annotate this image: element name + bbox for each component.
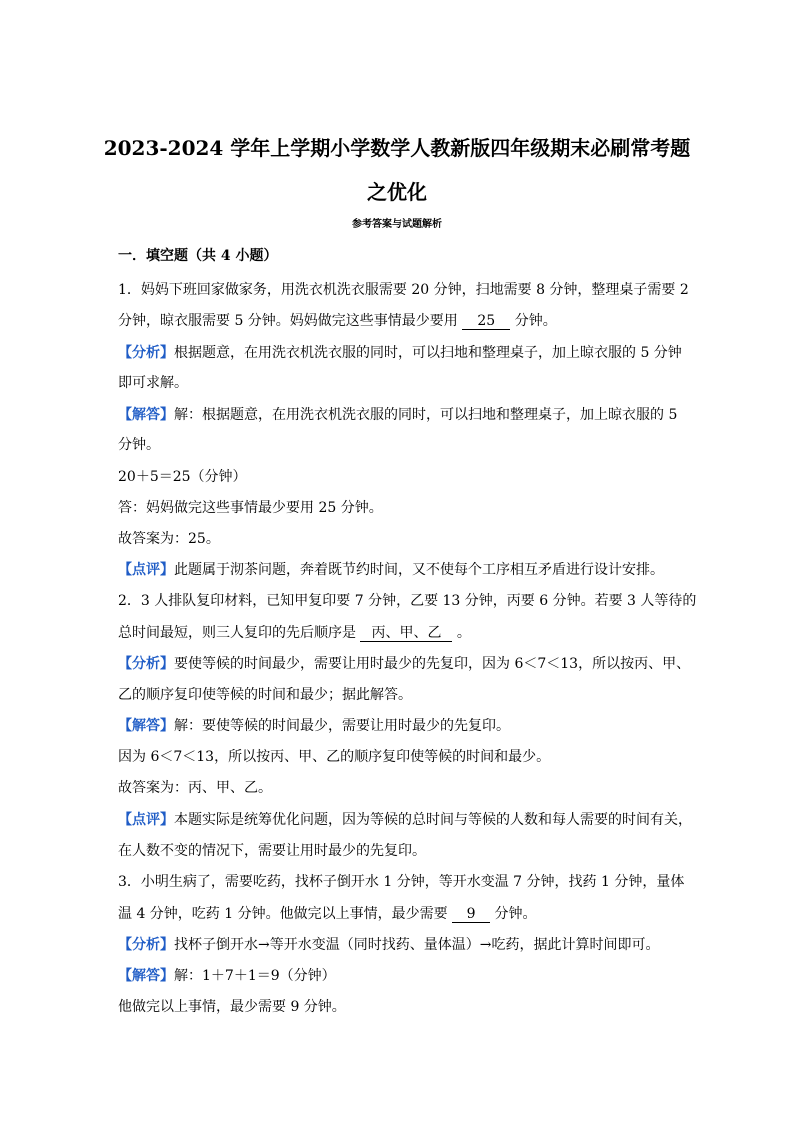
q3-stem-text: 温 4 分钟，吃药 1 分钟。他做完以上事情，最少需要	[118, 906, 448, 922]
q1-final-answer: 故答案为：25。	[118, 531, 220, 547]
q2-comment-text: 本题实际是统筹优化问题，因为等候的总时间与等候的人数和每人需要的时间有关，	[174, 812, 692, 828]
q2-solution-line-1	[118, 716, 678, 736]
page-title-line-2: 之优化	[367, 180, 427, 204]
solution-tag: 【解答】	[118, 968, 174, 984]
solution-tag: 【解答】	[118, 407, 174, 423]
q2-solution-line-2: 因为 6＜7＜13，所以按丙、甲、乙的顺序复印使等候的时间和最少。	[118, 749, 551, 765]
q2-final-answer: 故答案为：丙、甲、乙。	[118, 780, 272, 796]
analysis-tag: 【分析】	[118, 656, 174, 672]
q1-analysis-line-1	[118, 343, 682, 363]
q1-analysis-line-2: 即可求解。	[118, 375, 188, 391]
q1-answer-sentence: 答：妈妈做完这些事情最少要用 25 分钟。	[118, 500, 383, 516]
q1-answer-blank: 25	[462, 313, 510, 330]
q3-stem-line-1: 3．小明生病了，需要吃药，找杯子倒开水 1 分钟，等开水变温 7 分钟，找药 1 分钟，量体	[118, 874, 685, 890]
q3-analysis-text: 找杯子倒开水→等开水变温（同时找药、量体温）→吃药，据此计算时间即可。	[174, 937, 660, 953]
q1-stem-text: 分钟，晾衣服需要 5 分钟。妈妈做完这些事情最少要用	[118, 313, 458, 329]
q2-stem-line-1: 2．3 人排队复印材料，已知甲复印要 7 分钟，乙要 13 分钟，丙要 6 分钟。若要 3 人等待的	[118, 593, 697, 609]
q3-stem-line-2	[118, 904, 678, 924]
q1-stem-line-2	[118, 311, 678, 331]
q1-solution-line-1	[118, 405, 678, 425]
q2-comment-line-1	[118, 810, 692, 830]
comment-tag: 【点评】	[118, 812, 174, 828]
q3-answer-blank: 9	[452, 906, 490, 923]
q2-stem-suffix: 。	[456, 625, 471, 641]
q3-analysis-line-1	[118, 935, 678, 955]
q1-solution-line-2: 分钟。	[118, 437, 160, 453]
q1-stem-suffix: 分钟。	[514, 313, 557, 329]
page-subtitle: 参考答案与试题解析	[352, 219, 442, 230]
q2-comment-line-2: 在人数不变的情况下，需要让用时最少的先复印。	[118, 843, 426, 859]
analysis-tag: 【分析】	[118, 937, 174, 953]
q1-analysis-text: 根据题意，在用洗衣机洗衣服的同时，可以扫地和整理桌子，加上晾衣服的 5 分钟	[174, 345, 682, 361]
q3-solution-line-1	[118, 966, 678, 986]
section-heading: 一．填空题（共 4 小题）	[118, 248, 278, 264]
q2-analysis-text: 要使等候的时间最少，需要让用时最少的先复印，因为 6＜7＜13，所以按丙、甲、	[174, 656, 691, 672]
q1-stem-line-1: 1．妈妈下班回家做家务，用洗衣机洗衣服需要 20 分钟，扫地需要 8 分钟，整理桌子需要 2	[118, 282, 689, 298]
q2-stem-line-2	[118, 623, 678, 643]
q1-calculation: 20＋5＝25（分钟）	[118, 469, 247, 485]
solution-tag: 【解答】	[118, 718, 174, 734]
q2-answer-blank: 丙、甲、乙	[360, 625, 452, 642]
q2-stem-text: 总时间最短，则三人复印的先后顺序是	[118, 625, 356, 641]
q1-comment-text: 此题属于沏茶问题，奔着既节约时间，又不使每个工序相互矛盾进行设计安排。	[174, 562, 664, 578]
q2-analysis-line-1	[118, 654, 691, 674]
q2-solution-text: 解：要使等候的时间最少，需要让用时最少的先复印。	[174, 718, 510, 734]
q1-comment-line-1	[118, 560, 678, 580]
page-title-line-1: 2023-2024 学年上学期小学数学人教新版四年级期末必刷常考题	[103, 136, 691, 160]
analysis-tag: 【分析】	[118, 345, 174, 361]
q1-solution-text: 解：根据题意，在用洗衣机洗衣服的同时，可以扫地和整理桌子，加上晾衣服的 5	[174, 407, 678, 423]
q3-stem-suffix: 分钟。	[494, 906, 537, 922]
q3-solution-line-2: 他做完以上事情，最少需要 9 分钟。	[118, 999, 346, 1015]
q2-analysis-line-2: 乙的顺序复印使等候的时间和最少；据此解答。	[118, 687, 412, 703]
q3-solution-text: 解：1＋7＋1＝9（分钟）	[174, 968, 336, 984]
comment-tag: 【点评】	[118, 562, 174, 578]
